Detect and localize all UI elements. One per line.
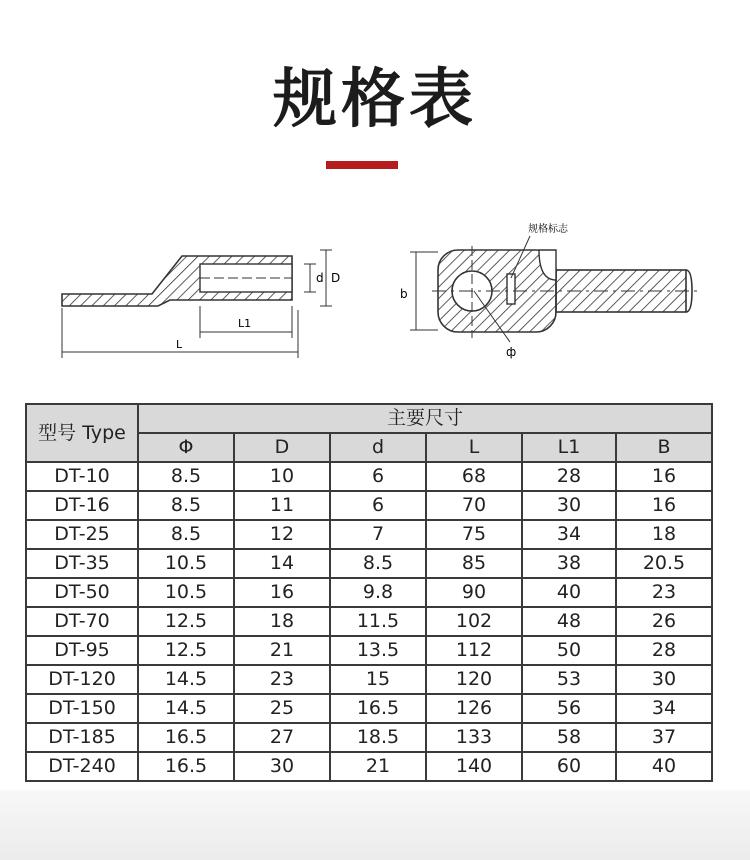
column-header-d: d: [330, 433, 426, 462]
model-cell: DT-95: [26, 636, 138, 665]
value-cell: 18: [616, 520, 712, 549]
label-b: b: [400, 287, 408, 301]
value-cell: 9.8: [330, 578, 426, 607]
value-cell: 6: [330, 462, 426, 491]
table-row: [26, 578, 712, 607]
value-cell: 27: [234, 723, 330, 752]
value-cell: 8.5: [330, 549, 426, 578]
value-cell: 102: [426, 607, 522, 636]
value-cell: 12.5: [138, 607, 234, 636]
value-cell: 16.5: [138, 752, 234, 781]
value-cell: 37: [616, 723, 712, 752]
model-cell: DT-150: [26, 694, 138, 723]
value-cell: 68: [426, 462, 522, 491]
value-cell: 8.5: [138, 491, 234, 520]
value-cell: 8.5: [138, 462, 234, 491]
table-row: [26, 723, 712, 752]
main-dimensions-header: 主要尺寸: [138, 404, 712, 433]
bottom-background-strip: [0, 790, 750, 860]
value-cell: 20.5: [616, 549, 712, 578]
side-view: [62, 250, 332, 358]
value-cell: 21: [234, 636, 330, 665]
model-cell: DT-70: [26, 607, 138, 636]
table-body: [26, 462, 712, 781]
value-cell: 23: [234, 665, 330, 694]
value-cell: 85: [426, 549, 522, 578]
value-cell: 48: [522, 607, 616, 636]
value-cell: 30: [234, 752, 330, 781]
value-cell: 23: [616, 578, 712, 607]
title-underline: [326, 161, 398, 169]
table-row: [26, 549, 712, 578]
value-cell: 50: [522, 636, 616, 665]
value-cell: 60: [522, 752, 616, 781]
value-cell: 11.5: [330, 607, 426, 636]
value-cell: 16: [234, 578, 330, 607]
model-cell: DT-240: [26, 752, 138, 781]
value-cell: 53: [522, 665, 616, 694]
value-cell: 75: [426, 520, 522, 549]
value-cell: 34: [522, 520, 616, 549]
value-cell: 14.5: [138, 694, 234, 723]
model-cell: DT-50: [26, 578, 138, 607]
table-row: [26, 491, 712, 520]
value-cell: 16.5: [138, 723, 234, 752]
column-header-phi: Φ: [138, 433, 234, 462]
value-cell: 7: [330, 520, 426, 549]
top-view: [410, 236, 700, 342]
value-cell: 14.5: [138, 665, 234, 694]
label-d: d: [316, 271, 324, 285]
value-cell: 40: [616, 752, 712, 781]
value-cell: 26: [616, 607, 712, 636]
value-cell: 112: [426, 636, 522, 665]
label-spec-mark: 规格标志: [528, 224, 568, 235]
value-cell: 10.5: [138, 578, 234, 607]
value-cell: 28: [522, 462, 616, 491]
value-cell: 15: [330, 665, 426, 694]
value-cell: 16: [616, 491, 712, 520]
value-cell: 90: [426, 578, 522, 607]
value-cell: 30: [616, 665, 712, 694]
table-row: [26, 636, 712, 665]
value-cell: 13.5: [330, 636, 426, 665]
table-row: [26, 752, 712, 781]
column-header-B: B: [616, 433, 712, 462]
table-group-header-row: [26, 404, 712, 433]
table-row: [26, 462, 712, 491]
column-header-L: L: [426, 433, 522, 462]
value-cell: 126: [426, 694, 522, 723]
model-cell: DT-16: [26, 491, 138, 520]
value-cell: 34: [616, 694, 712, 723]
label-phi: ф: [506, 345, 517, 359]
value-cell: 133: [426, 723, 522, 752]
value-cell: 56: [522, 694, 616, 723]
model-cell: DT-10: [26, 462, 138, 491]
model-cell: DT-35: [26, 549, 138, 578]
value-cell: 10: [234, 462, 330, 491]
label-L: L: [176, 338, 183, 351]
model-cell: DT-25: [26, 520, 138, 549]
column-header-L1: L1: [522, 433, 616, 462]
value-cell: 12: [234, 520, 330, 549]
model-cell: DT-185: [26, 723, 138, 752]
value-cell: 18.5: [330, 723, 426, 752]
spec-table: [25, 403, 713, 782]
table-row: [26, 694, 712, 723]
model-type-header: 型号 Type: [26, 404, 138, 462]
value-cell: 12.5: [138, 636, 234, 665]
lug-diagram: [40, 210, 720, 380]
value-cell: 14: [234, 549, 330, 578]
model-cell: DT-120: [26, 665, 138, 694]
value-cell: 30: [522, 491, 616, 520]
label-L1: L1: [238, 317, 252, 330]
value-cell: 6: [330, 491, 426, 520]
value-cell: 21: [330, 752, 426, 781]
value-cell: 16.5: [330, 694, 426, 723]
value-cell: 28: [616, 636, 712, 665]
value-cell: 70: [426, 491, 522, 520]
table-row: [26, 665, 712, 694]
value-cell: 18: [234, 607, 330, 636]
page-title: 规格表: [273, 63, 477, 137]
value-cell: 40: [522, 578, 616, 607]
value-cell: 11: [234, 491, 330, 520]
value-cell: 10.5: [138, 549, 234, 578]
value-cell: 8.5: [138, 520, 234, 549]
table-row: [26, 607, 712, 636]
value-cell: 120: [426, 665, 522, 694]
value-cell: 38: [522, 549, 616, 578]
column-header-D: D: [234, 433, 330, 462]
value-cell: 16: [616, 462, 712, 491]
value-cell: 25: [234, 694, 330, 723]
table-row: [26, 520, 712, 549]
value-cell: 58: [522, 723, 616, 752]
value-cell: 140: [426, 752, 522, 781]
label-D: D: [331, 271, 341, 285]
